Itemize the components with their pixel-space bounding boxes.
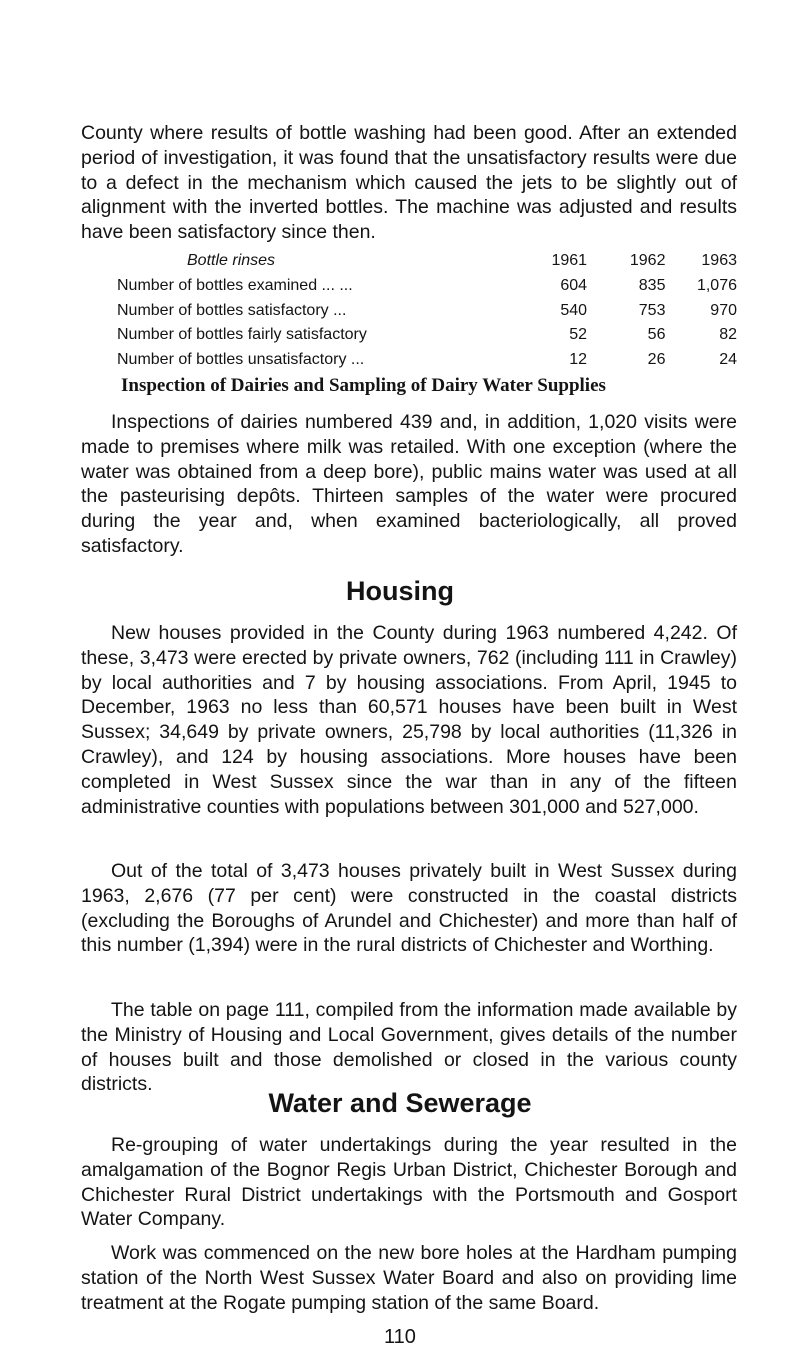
dairies-paragraph: Inspections of dairies numbered 439 and, in addition, 1,020 visits were made to premises where milk was retailed. With one exception (where the water was obtained from a deep bore), public mains water was used at all the pasteurising depôts. Thirteen samples of the water were procured during the year and, when examined bacteriologically, all proved satisfactory. — [81, 411, 737, 557]
cell-value: 1,076 — [696, 276, 737, 294]
housing-paragraph-3: The table on page 111, compiled from the information made available by the Ministry of Housing and Local Government, gives details of the number of houses built and those demolished or closed in the various county districts. — [81, 999, 737, 1096]
housing-title: Housing — [346, 576, 454, 606]
table-row — [117, 348, 737, 373]
table-row — [117, 274, 737, 299]
year-1962-header: 1962 — [629, 252, 666, 269]
page-number: 110 — [384, 1326, 416, 1348]
table-heading: Bottle rinses — [187, 252, 276, 269]
cell-value: 12 — [569, 351, 588, 369]
row-label: Number of bottles examined ... ... — [117, 276, 353, 294]
water-paragraph-1: Re-grouping of water undertakings during the year resulted in the amalgamation of the Bognor Regis Urban District, Chichester Borough and Chichester Rural District undertakings with the Portsmouth and Gosport Water Company. — [81, 1134, 737, 1231]
cell-value: 835 — [638, 276, 666, 294]
cell-value: 970 — [710, 301, 737, 319]
cell-value: 753 — [638, 301, 666, 319]
water-paragraph-2: Work was commenced on the new bore holes at the Hardham pumping station of the North West Sussex Water Board and also on providing lime treatment at the Rogate pumping station of the same Board. — [81, 1242, 737, 1314]
table-row — [117, 323, 737, 348]
row-label: Number of bottles fairly satisfactory — [117, 326, 367, 344]
cell-value: 56 — [647, 326, 666, 344]
cell-value: 540 — [560, 301, 588, 319]
row-label: Number of bottles satisfactory ... — [117, 301, 347, 319]
cell-value: 604 — [560, 276, 588, 294]
intro-paragraph: County where results of bottle washing had been good. After an extended period of investigation, it was found that the unsatisfactory results were due to a defect in the mechanism which caused the jets to be slightly out of alignment with the inverted bottles. The machine was adjusted and results have been satisfactory since then. — [81, 122, 737, 244]
cell-value: 26 — [647, 351, 666, 369]
row-label: Number of bottles unsatisfactory ... — [117, 351, 365, 369]
year-1963-header: 1963 — [701, 252, 737, 269]
dairies-heading: Inspection of Dairies and Sampling of Dairy Water Supplies — [121, 375, 606, 396]
cell-value: 24 — [719, 351, 737, 369]
year-1961-header: 1961 — [551, 252, 588, 269]
bottle-rinses-table — [117, 249, 737, 373]
cell-value: 82 — [719, 326, 737, 344]
housing-paragraph-2: Out of the total of 3,473 houses privately built in West Sussex during 1963, 2,676 (77 per cent) were constructed in the coastal districts (excluding the Boroughs of Arundel and Chichester) and more than half of this number (1,394) were in the rural districts of Chichester and Worthing. — [81, 860, 737, 957]
housing-paragraph-1: New houses provided in the County during 1963 numbered 4,242. Of these, 3,473 were erected by private owners, 762 (including 111 in Crawley) by local authorities and 7 by housing associations. From April, 1945 to December, 1963 no less than 60,571 houses have been built in West Sussex; 34,649 by private owners, 25,798 by local authorities (11,326 in Crawley), and 124 by housing associations. More houses have been completed in West Sussex since the war than in any of the fifteen administrative counties with populations between 301,000 and 527,000. — [81, 622, 737, 818]
table-row — [117, 299, 737, 324]
water-sewerage-title: Water and Sewerage — [268, 1088, 532, 1118]
cell-value: 52 — [569, 326, 588, 344]
table-header-row — [117, 249, 737, 274]
